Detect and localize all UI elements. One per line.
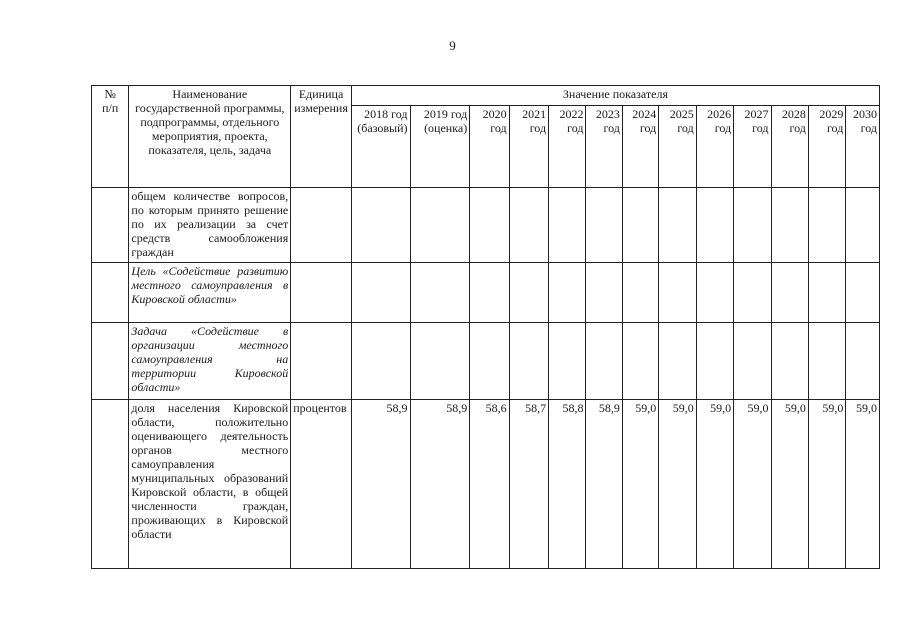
header-year-11 xyxy=(808,106,845,188)
header-year-line2: год xyxy=(603,121,620,135)
table-row xyxy=(92,400,880,569)
row-value: 58,9 xyxy=(410,400,470,569)
row-value xyxy=(586,323,622,400)
header-year-line1: 2025 xyxy=(669,107,694,121)
header-year-line2: год xyxy=(677,121,694,135)
header-num-text: № п/п xyxy=(102,87,119,115)
header-year-line2: год xyxy=(529,121,547,135)
header-year-line1: 2018 год xyxy=(364,107,408,121)
row-value xyxy=(771,263,808,323)
header-year-1 xyxy=(410,106,470,188)
row-value xyxy=(808,263,845,323)
header-unit xyxy=(291,86,352,188)
header-year-line1: 2027 xyxy=(744,107,769,121)
row-value xyxy=(509,263,548,323)
table-row xyxy=(92,323,880,400)
header-values xyxy=(351,86,879,106)
header-year-line2: год xyxy=(639,121,657,135)
header-year-line1: 2030 xyxy=(853,107,877,121)
header-year-7 xyxy=(659,106,696,188)
row-value: 59,0 xyxy=(808,400,845,569)
row-value xyxy=(771,188,808,263)
row-value xyxy=(734,188,771,263)
header-year-4 xyxy=(549,106,586,188)
row-value xyxy=(509,188,548,263)
header-year-line2: год xyxy=(490,121,507,135)
header-year-line2: год xyxy=(752,121,769,135)
row-unit: процентов xyxy=(291,400,352,569)
table-row xyxy=(92,263,880,323)
row-value xyxy=(549,323,586,400)
row-unit xyxy=(291,188,352,263)
header-name-text: Наименование государственной программы, подпрограммы, отдельного мероприятия, проекта, показателя, цель, задача xyxy=(135,87,285,157)
row-value: 58,8 xyxy=(549,400,586,569)
row-value xyxy=(410,263,470,323)
header-unit-text: Единица измерения xyxy=(294,87,348,115)
header-year-line1: 2028 xyxy=(781,107,806,121)
row-value xyxy=(586,188,622,263)
row-value: 59,0 xyxy=(771,400,808,569)
row-value xyxy=(622,323,658,400)
row-value: 58,9 xyxy=(351,400,410,569)
row-value xyxy=(696,263,733,323)
header-year-line1: 2023 xyxy=(595,107,620,121)
row-value xyxy=(846,188,880,263)
row-value: 58,6 xyxy=(470,400,509,569)
row-value xyxy=(659,188,696,263)
row-num xyxy=(92,188,129,263)
header-year-10 xyxy=(771,106,808,188)
header-year-9 xyxy=(734,106,771,188)
row-value xyxy=(622,188,658,263)
header-year-12 xyxy=(846,106,880,188)
row-name: Задача «Содействие в организации местного самоуправления на территории Кировской области» xyxy=(129,323,291,400)
header-year-line1: 2024 xyxy=(632,107,657,121)
row-value: 59,0 xyxy=(659,400,696,569)
row-value xyxy=(846,263,880,323)
header-year-line2: (базовый) xyxy=(357,121,408,135)
header-year-2 xyxy=(470,106,509,188)
row-value xyxy=(470,188,509,263)
row-value xyxy=(659,323,696,400)
header-year-line2: год xyxy=(860,121,877,135)
header-year-8 xyxy=(696,106,733,188)
header-year-3 xyxy=(509,106,548,188)
row-value: 59,0 xyxy=(696,400,733,569)
header-year-line1: 2029 xyxy=(819,107,844,121)
row-name: общем количестве вопросов, по которым принято решение по их реализации за счет средств самообложения граждан xyxy=(129,188,291,263)
row-name: Цель «Содействие развитию местного самоуправления в Кировской области» xyxy=(129,263,291,323)
row-value xyxy=(808,188,845,263)
row-value xyxy=(549,263,586,323)
row-unit xyxy=(291,263,352,323)
row-value: 58,7 xyxy=(509,400,548,569)
row-value xyxy=(659,263,696,323)
row-value xyxy=(734,263,771,323)
row-value: 59,0 xyxy=(734,400,771,569)
row-value xyxy=(734,323,771,400)
row-value xyxy=(351,263,410,323)
header-year-line2: (оценка) xyxy=(424,121,468,135)
row-value xyxy=(696,188,733,263)
row-value: 58,9 xyxy=(586,400,622,569)
row-value xyxy=(351,323,410,400)
row-value xyxy=(622,263,658,323)
header-year-line2: год xyxy=(826,121,844,135)
row-value xyxy=(509,323,548,400)
row-num xyxy=(92,323,129,400)
header-year-5 xyxy=(586,106,622,188)
table-row xyxy=(92,188,880,263)
header-year-line1: 2026 xyxy=(707,107,732,121)
header-year-line2: год xyxy=(567,121,584,135)
page-number: 9 xyxy=(449,38,456,53)
row-value xyxy=(549,188,586,263)
row-value xyxy=(351,188,410,263)
indicator-table xyxy=(91,85,880,569)
row-num xyxy=(92,400,129,569)
row-value xyxy=(410,323,470,400)
row-value xyxy=(586,263,622,323)
header-year-line2: год xyxy=(714,121,732,135)
row-unit xyxy=(291,323,352,400)
row-value xyxy=(808,323,845,400)
row-value: 59,0 xyxy=(846,400,880,569)
row-value xyxy=(470,323,509,400)
row-value xyxy=(696,323,733,400)
row-value xyxy=(470,263,509,323)
header-year-6 xyxy=(622,106,658,188)
header-year-line1: 2021 xyxy=(522,107,547,121)
header-name xyxy=(129,86,291,188)
row-name: доля населения Кировской области, положительно оценивающего деятельность органов местного самоуправления муниципальных образований Кировской области, в общей численности граждан, проживающих в Кировской области xyxy=(129,400,291,569)
row-num xyxy=(92,263,129,323)
header-year-line2: год xyxy=(789,121,806,135)
header-year-0 xyxy=(351,106,410,188)
header-num xyxy=(92,86,129,188)
row-value xyxy=(410,188,470,263)
row-value xyxy=(846,323,880,400)
header-year-line1: 2019 год xyxy=(423,107,468,121)
row-value: 59,0 xyxy=(622,400,658,569)
header-year-line1: 2020 xyxy=(482,107,507,121)
row-value xyxy=(771,323,808,400)
header-values-text: Значение показателя xyxy=(562,87,668,101)
header-year-line1: 2022 xyxy=(559,107,584,121)
